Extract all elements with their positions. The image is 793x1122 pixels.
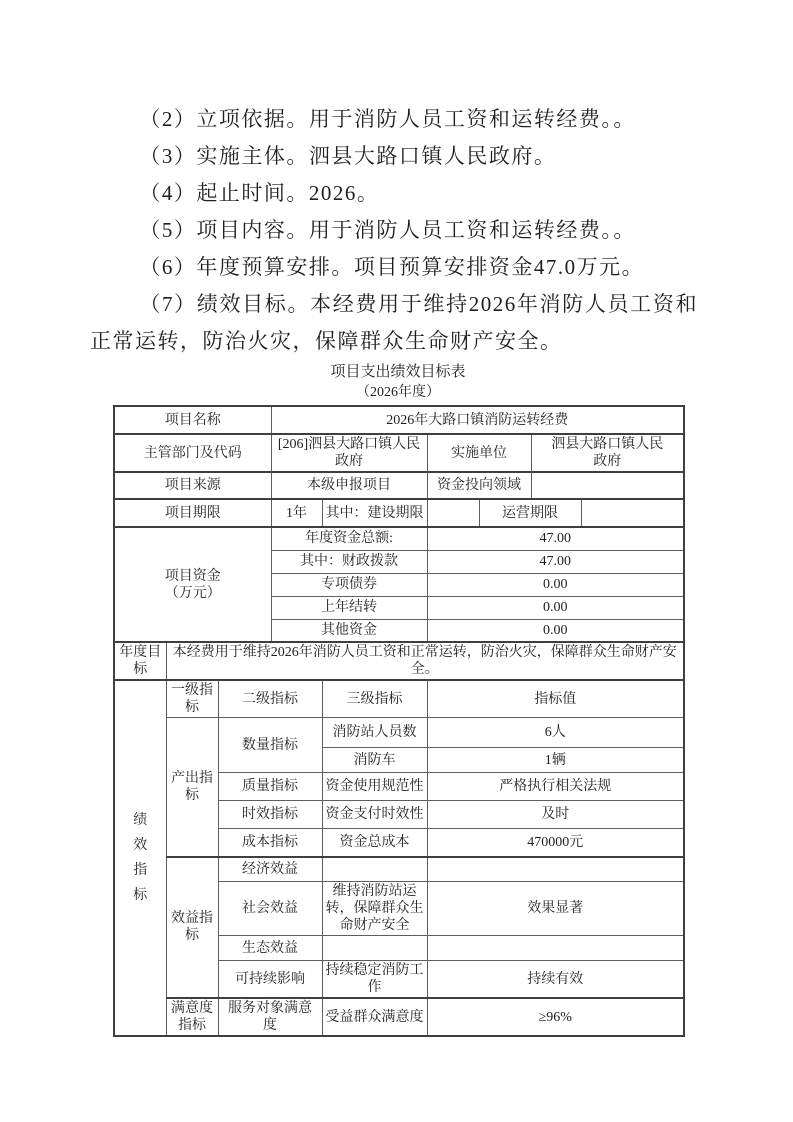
payment-timeliness-value: 及时 (427, 801, 684, 829)
fund-usage-label: 资金使用规范性 (322, 773, 427, 801)
performance-indicator-vertical-text: 绩效指标 (133, 813, 148, 903)
operation-period-value (581, 499, 684, 527)
operation-period-label: 运营期限 (479, 499, 581, 527)
paragraph-goal: （7）绩效目标。本经费用于维持2026年消防人员工资和正常运转，防治火灾，保障群众生命财产安全。 (90, 292, 698, 353)
social-benefit-label: 社会效益 (218, 882, 322, 936)
project-funds-label-line1: 项目资金 (164, 568, 221, 584)
annual-goal-text: 本经费用于维持2026年消防人员工资和正常运转，防治火灾，保障群众生命财产安全。 (166, 642, 684, 680)
row-project-name (114, 406, 684, 434)
row-project-period (114, 499, 684, 527)
department-value: [206]泗县大路口镇人民政府 (271, 434, 427, 472)
fund-bond-label: 专项债券 (271, 573, 427, 596)
fund-fiscal-value: 47.00 (427, 550, 684, 573)
row-fund-total (114, 527, 684, 550)
project-period-label: 项目期限 (114, 499, 271, 527)
implement-unit-label: 实施单位 (427, 434, 531, 472)
header-value: 指标值 (427, 680, 684, 718)
fund-other-label: 其他资金 (271, 619, 427, 642)
row-output-staff (114, 718, 684, 748)
economic-benefit-value (427, 857, 684, 882)
payment-timeliness-label: 资金支付时效性 (322, 801, 427, 829)
public-satisfaction-value: ≥96% (427, 998, 684, 1036)
project-source-label: 项目来源 (114, 472, 271, 499)
output-group-label: 产出指标 (166, 718, 218, 857)
benefit-group-label: 效益指标 (166, 857, 218, 999)
ecological-benefit-label: 生态效益 (218, 936, 322, 961)
fire-truck-value: 1辆 (427, 748, 684, 773)
ecological-benefit-value (427, 936, 684, 961)
project-name-value: 2026年大路口镇消防运转经费 (271, 406, 684, 434)
fund-bond-value: 0.00 (427, 573, 684, 596)
project-name-label: 项目名称 (114, 406, 271, 434)
total-cost-label: 资金总成本 (322, 829, 427, 857)
row-satisfaction (114, 998, 684, 1036)
implement-unit-value (531, 434, 684, 472)
fund-fiscal-label: 其中：财政拨款 (271, 550, 427, 573)
fund-total-label: 年度资金总额: (271, 527, 427, 550)
project-funds-label-line2: （万元） (164, 585, 221, 601)
row-project-source (114, 472, 684, 499)
economic-benefit-level3 (322, 857, 427, 882)
department-label: 主管部门及代码 (114, 434, 271, 472)
fund-carryover-label: 上年结转 (271, 596, 427, 619)
annual-goal-label: 年度目标 (114, 642, 166, 680)
row-indicator-header (114, 680, 684, 718)
cost-indicator-label: 成本指标 (218, 829, 322, 857)
public-satisfaction-label: 受益群众满意度 (322, 998, 427, 1036)
project-period-value: 1年 (271, 499, 322, 527)
sustainability-level3: 持续稳定消防工作 (322, 961, 427, 999)
construction-period-label: 其中：建设期限 (322, 499, 427, 527)
performance-target-table (113, 405, 685, 1037)
social-benefit-value: 效果显著 (427, 882, 684, 936)
sustainability-value: 持续有效 (427, 961, 684, 999)
quantity-indicator-label: 数量指标 (218, 718, 322, 773)
performance-indicator-label (114, 680, 166, 1036)
fund-carryover-value: 0.00 (427, 596, 684, 619)
fund-direction-value (531, 472, 684, 499)
sustainability-label: 可持续影响 (218, 961, 322, 999)
row-benefit-economic (114, 857, 684, 882)
staff-count-label: 消防站人员数 (322, 718, 427, 748)
paragraph-basis: （2）立项依据。用于消防人员工资和运转经费。。 (139, 107, 636, 131)
header-level1: 一级指标 (166, 680, 218, 718)
row-annual-goal (114, 642, 684, 680)
project-source-value: 本级申报项目 (271, 472, 427, 499)
economic-benefit-label: 经济效益 (218, 857, 322, 882)
fund-total-value: 47.00 (427, 527, 684, 550)
paragraph-budget: （6）年度预算安排。项目预算安排资金47.0万元。 (139, 255, 645, 279)
implement-unit-text: 泗县大路口镇人民政府 (551, 437, 664, 469)
satisfaction-group-label: 满意度指标 (166, 998, 218, 1036)
construction-period-value (427, 499, 479, 527)
paragraph-content: （5）项目内容。用于消防人员工资和运转经费。。 (139, 218, 636, 242)
body-paragraphs (90, 101, 698, 360)
staff-count-value: 6人 (427, 718, 684, 748)
paragraph-period: （4）起止时间。2026。 (139, 181, 380, 205)
fund-other-value: 0.00 (427, 619, 684, 642)
quality-indicator-label: 质量指标 (218, 773, 322, 801)
fund-direction-label: 资金投向领域 (427, 472, 531, 499)
table-caption (113, 362, 683, 403)
total-cost-value: 470000元 (427, 829, 684, 857)
row-department (114, 434, 684, 472)
social-benefit-level3: 维持消防站运转，保障群众生命财产安全 (322, 882, 427, 936)
table-year-subtitle: （2026年度） (356, 385, 440, 400)
service-satisfaction-label: 服务对象满意度 (218, 998, 322, 1036)
fund-usage-value: 严格执行相关法规 (427, 773, 684, 801)
table-title: 项目支出绩效目标表 (330, 364, 466, 380)
paragraph-subject: （3）实施主体。泗县大路口镇人民政府。 (139, 144, 557, 168)
ecological-benefit-level3 (322, 936, 427, 961)
header-level3: 三级指标 (322, 680, 427, 718)
project-funds-label (114, 527, 271, 642)
timeliness-indicator-label: 时效指标 (218, 801, 322, 829)
fire-truck-label: 消防车 (322, 748, 427, 773)
header-level2: 二级指标 (218, 680, 322, 718)
